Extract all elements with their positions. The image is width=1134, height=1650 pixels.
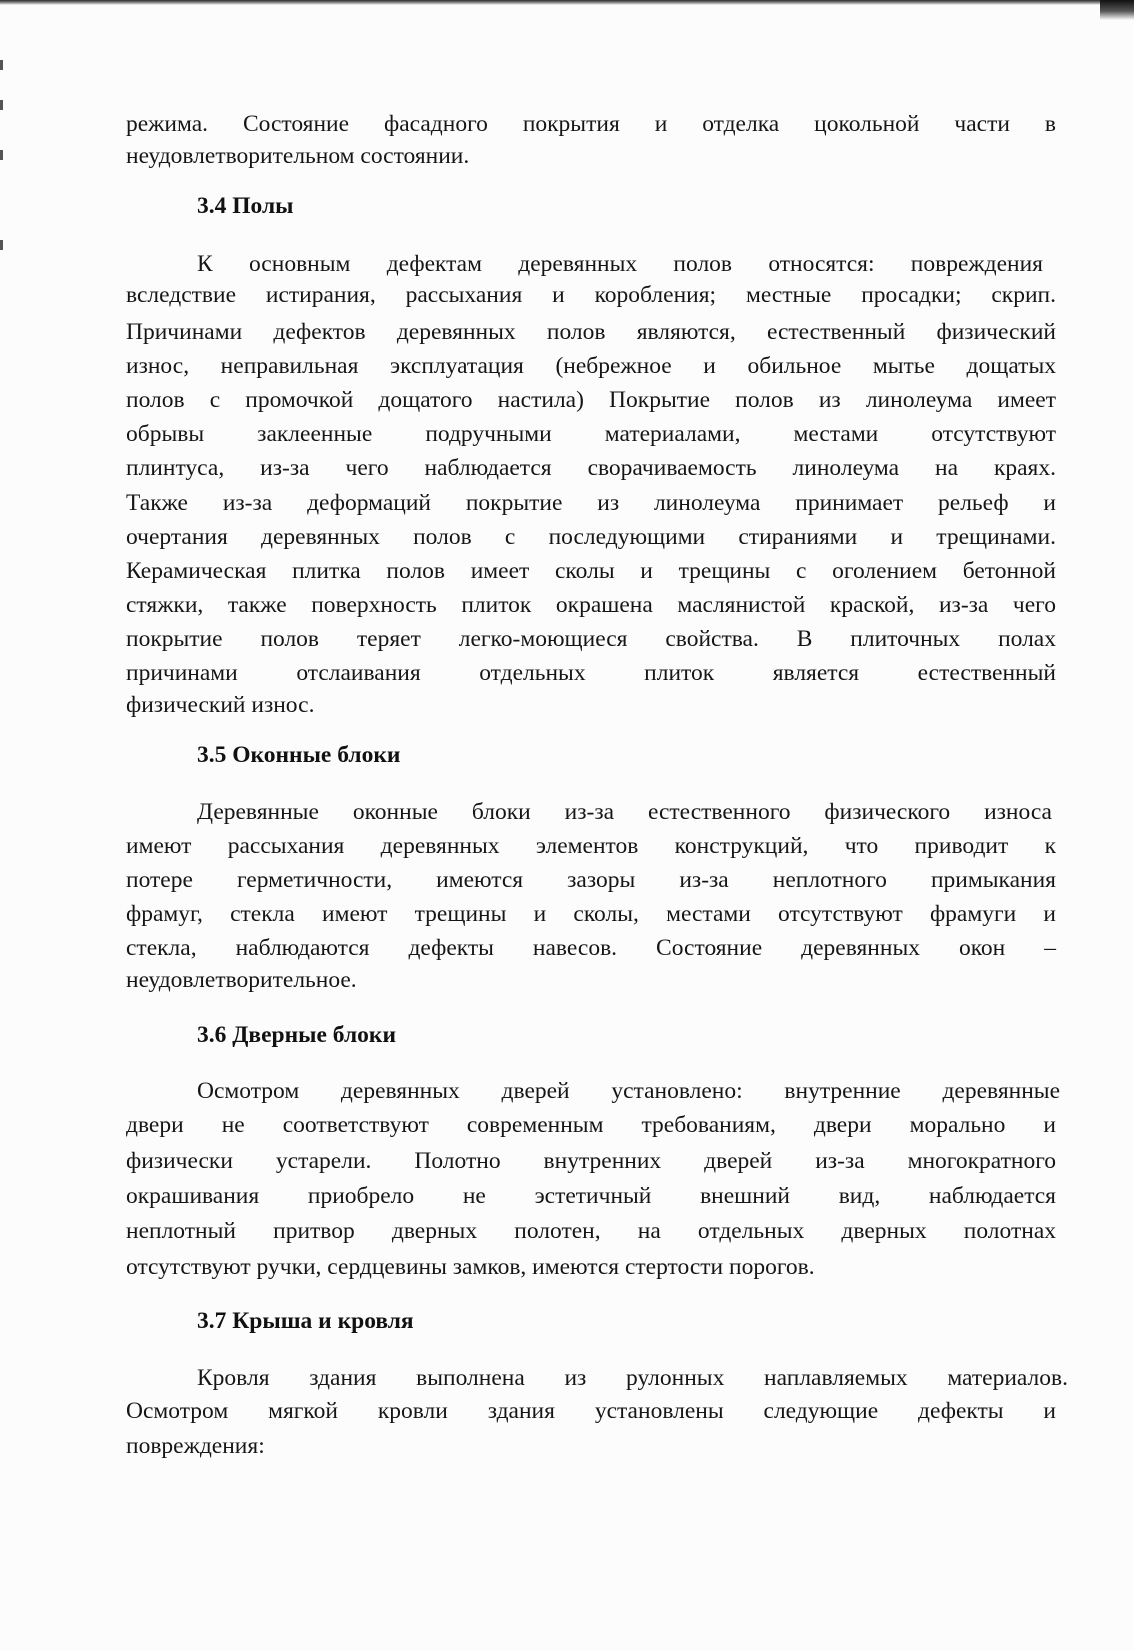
text-line: износ, неправильная эксплуатация (небрежное и обильное мытье дощатых [126, 353, 1056, 379]
text-line: плинтуса, из-за чего наблюдается сворачиваемость линолеума на краях. [126, 455, 1056, 481]
text-line: полов с промочкой дощатого настила) Покрытие полов из линолеума имеет [126, 387, 1056, 413]
scan-top-edge [0, 0, 1134, 5]
text-line: Осмотром мягкой кровли здания установлены следующие дефекты и [126, 1398, 1056, 1424]
text-line: окрашивания приобрело не эстетичный внешний вид, наблюдается [126, 1183, 1056, 1209]
scan-left-mark [0, 100, 3, 110]
text-line: неудовлетворительном состоянии. [126, 143, 470, 169]
text-line: Осмотром деревянных дверей установлено: внутренние деревянные [197, 1078, 1060, 1104]
scan-left-mark [0, 150, 3, 160]
text-line: Кровля здания выполнена из рулонных наплавляемых материалов. [197, 1365, 1068, 1391]
section-heading-3-5: 3.5 Оконные блоки [197, 742, 401, 768]
text-line: отсутствуют ручки, сердцевины замков, имеются стертости порогов. [126, 1254, 815, 1280]
text-line: неудовлетворительное. [126, 967, 357, 993]
scan-left-mark [0, 240, 3, 250]
text-line: фрамуг, стекла имеют трещины и сколы, местами отсутствуют фрамуги и [126, 901, 1056, 927]
text-line: вследствие истирания, рассыхания и коробления; местные просадки; скрип. [126, 282, 1056, 308]
text-line: потере герметичности, имеются зазоры из-за неплотного примыкания [126, 867, 1056, 893]
text-line: покрытие полов теряет легко-моющиеся свойства. В плиточных полах [126, 626, 1056, 652]
text-line: обрывы заклеенные подручными материалами, местами отсутствуют [126, 421, 1056, 447]
text-line: Причинами дефектов деревянных полов являются, естественный физический [126, 319, 1056, 345]
text-line: повреждения: [126, 1433, 265, 1459]
text-line: К основным дефектам деревянных полов относятся: повреждения [197, 251, 1043, 277]
text-line: Керамическая плитка полов имеет сколы и трещины с оголением бетонной [126, 558, 1056, 584]
text-line: неплотный притвор дверных полотен, на отдельных дверных полотнах [126, 1218, 1056, 1244]
scan-left-mark [0, 60, 3, 70]
section-heading-3-6: 3.6 Дверные блоки [197, 1022, 396, 1048]
text-line: режима. Состояние фасадного покрытия и отделка цокольной части в [126, 111, 1056, 137]
text-line: физически устарели. Полотно внутренних дверей из-за многократного [126, 1148, 1056, 1174]
text-line: двери не соответствуют современным требованиям, двери морально и [126, 1112, 1056, 1138]
section-heading-3-4: 3.4 Полы [197, 193, 294, 219]
section-heading-3-7: 3.7 Крыша и кровля [197, 1308, 414, 1334]
text-line: Деревянные оконные блоки из-за естественного физического износа [197, 799, 1052, 825]
text-line: очертания деревянных полов с последующими стираниями и трещинами. [126, 524, 1056, 550]
text-line: стяжки, также поверхность плиток окрашена маслянистой краской, из-за чего [126, 592, 1056, 618]
text-line: имеют рассыхания деревянных элементов конструкций, что приводит к [126, 833, 1056, 859]
text-line: причинами отслаивания отдельных плиток является естественный [126, 660, 1056, 686]
text-line: стекла, наблюдаются дефекты навесов. Состояние деревянных окон – [126, 935, 1056, 961]
text-line: физический износ. [126, 692, 315, 718]
scan-corner-shadow [1100, 0, 1134, 20]
text-line: Также из-за деформаций покрытие из линолеума принимает рельеф и [126, 490, 1056, 516]
